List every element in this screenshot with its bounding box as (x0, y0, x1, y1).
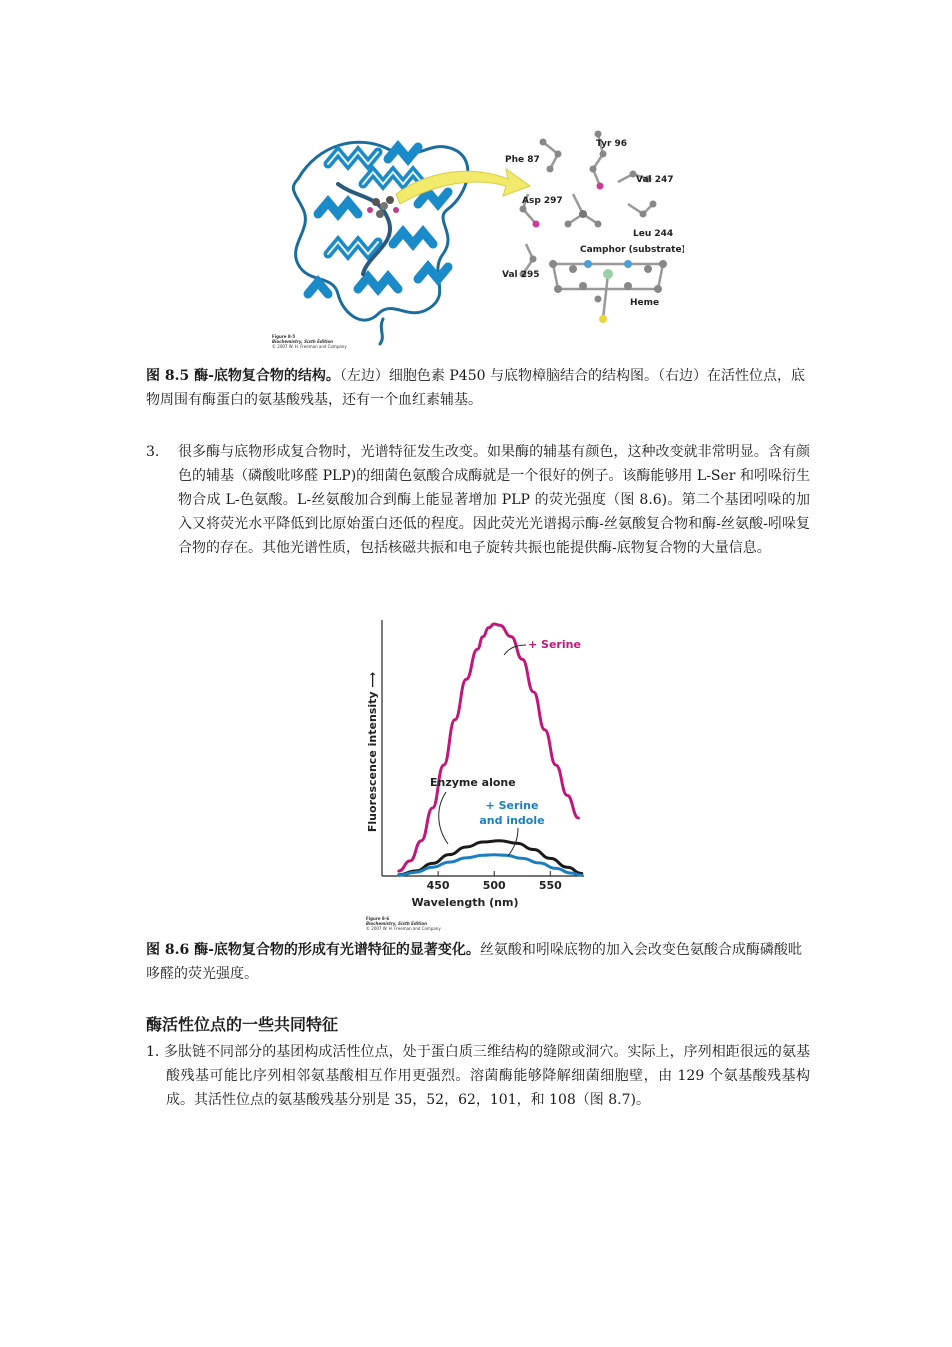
active-site-residues (523, 134, 663, 319)
x-tick-label: 500 (482, 879, 506, 892)
credit-book: Biochemistry, Sixth Edition (272, 339, 333, 344)
credit-book-86: Biochemistry, Sixth Edition (366, 921, 427, 926)
y-axis-label: Fluorescence intensity ⟶ (366, 671, 379, 833)
label-phe87: Phe 87 (505, 155, 540, 165)
paragraph-3 (146, 440, 810, 560)
annotation-serine-indole-2: and indole (479, 814, 545, 827)
protein-ribbon (293, 142, 468, 344)
p450-structure-illustration (268, 124, 684, 356)
x-tick-label: 550 (538, 879, 562, 892)
paragraph-3-number: 3. (146, 444, 160, 460)
annotation-serine-indole-1: + Serine (485, 799, 539, 812)
annotation-serine: + Serine (528, 638, 581, 651)
x-axis-label: Wavelength (nm) (411, 896, 519, 909)
credit-figure: Figure 8-5 (272, 334, 296, 339)
label-val295: Val 295 (502, 270, 540, 280)
figure-8-6 (360, 612, 592, 932)
label-camphor: Camphor (substrate) (580, 245, 684, 255)
figure-8-5 (268, 124, 684, 356)
list-item-1: 1. 多肽链不同部分的基团构成活性位点，处于蛋白质三维结构的缝隙或洞穴。实际上，序列相距很远的氨基酸残基可能比序列相邻氨基酸相互作用更强烈。溶菌酶能够降解细菌细胞壁，由 129 个氨基酸残基构成。其活性位点的氨基酸残基分别是 35，52，62，101，和 108（图 8.7)。 (146, 1044, 810, 1108)
label-tyr96: Tyr 96 (596, 139, 628, 149)
label-val247: Val 247 (636, 175, 674, 185)
caption-8-5-text: （左边）细胞色素 P450 与底物樟脑结合的结构图。（右边）在活性位点，底物周围有酶蛋白的氨基酸残基，还有一个血红素辅基。 (146, 368, 805, 408)
annotation-enzyme-pointer (439, 792, 448, 844)
caption-8-5 (146, 364, 808, 412)
paragraph-3-text: 很多酶与底物形成复合物时，光谱特征发生改变。如果酶的辅基有颜色，这种改变就非常明显。含有颜色的辅基（磷酸吡哆醛 PLP)的细菌色氨酸合成酶就是一个很好的例子。该酶能够用 L-Ser 和吲哚衍生物合成 L-色氨酸。L-丝氨酸加合到酶上能显著增加 PLP 的荧光强度（图 8.6)。第二个基团吲哚的加入又将荧光水平降低到比原始蛋白还低的程度。因此荧光光谱揭示酶-丝氨酸复合物和酶-丝氨酸-吲哚复合物的存在。其他光谱性质，包括核磁共振和电子旋转共振也能提供酶-底物复合物的大量信息。 (178, 444, 810, 556)
series-line (399, 624, 579, 871)
credit-copyright-86: © 2007 W. H. Freeman and Company (366, 926, 441, 931)
fluorescence-chart (360, 612, 592, 912)
label-leu244: Leu 244 (633, 229, 674, 239)
x-tick-label: 450 (426, 879, 450, 892)
figure-8-6-credit (366, 916, 441, 931)
label-heme: Heme (630, 298, 660, 308)
residue-labels (502, 139, 684, 308)
label-asp297: Asp 297 (522, 196, 563, 206)
annotation-serine-pointer (504, 645, 526, 655)
caption-8-5-lead: 图 8.5 酶-底物复合物的结构。 (146, 368, 340, 384)
figure-8-5-credit (272, 334, 347, 349)
credit-copyright: © 2007 W. H. Freeman and Company (272, 344, 347, 349)
caption-8-6-lead: 图 8.6 酶-底物复合物的形成有光谱特征的显著变化。 (146, 942, 480, 958)
annotation-enzyme-alone: Enzyme alone (430, 776, 516, 789)
section-heading: 酶活性位点的一些共同特征 (146, 1015, 339, 1034)
atom-balls (520, 131, 668, 324)
credit-figure-86: Figure 8-6 (366, 916, 390, 921)
caption-8-6 (146, 938, 808, 986)
caption-8-6-text: 丝氨酸和吲哚底物的加入会改变色氨酸合成酶磷酸吡哆醛的荧光强度。 (146, 942, 802, 982)
